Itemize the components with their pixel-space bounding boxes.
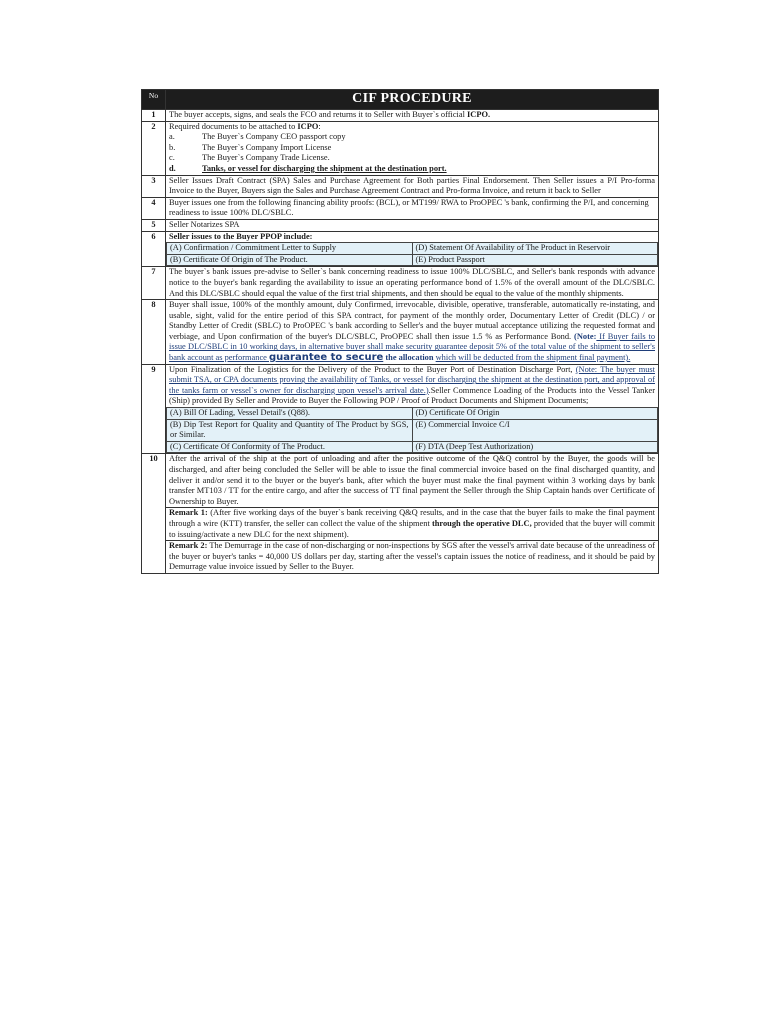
step-text: After the arrival of the ship at the port of unloading and after the positive outcome of the Q&Q control by the Buyer, the goods will be discharged, and after being concluded the Seller will be able to issue the final commercial invoice based on the final discharged quantity, and deliver it and/or send it to the buyer or the buyer's bank, after which the buyer must make the final payment within 3 working days by bank transfer MT103 / TT for the entire cargo, and after the success of TT final payment the Seller through the Ship Captain hands over Certificate of Ownership to Buyer. Remark 1: (After five working days of the buyer`s bank receiving Q&Q results, and in the case that the buyer fails to make the final payment through a wire (KTT) transfer, the seller can collect the value of the shipment through the operative DLC, provided that the buyer will commit to issuing/activate a new DLC for the next shipment). Remark 2: The Demurrage in the case of non-discharging or non-inspections by SGS after the vessel's arrival date because of the unreadiness of the buyer or buyer's tanks = 40,000 US dollars per day, starting after the vessel's captain issues the notice of readiness, and it should be paid by Demurrage value invoice issued by Seller to the Buyer. (166, 454, 659, 574)
step-text: Buyer shall issue, 100% of the monthly amount, duly Confirmed, irrevocable, divisible, operative, transferable, automatically re-instating, and usable, sight, valid for the entire period of this SPA contract, for payment of the monthly order, Documentary Letter of Credit (DLC) / or Standby Letter of Credit (SBLC) to ProOPEC 's bank according to Seller's and the buyer mutual acceptance utilizing the requested format and verbiage, and Upon confirmation of the buyer's DLC/SBLC, ProOPEC shall then issue 1.5 % as Performance Bond. (Note: If Buyer fails to issue DLC/SBLC in 10 working days, in alternative buyer shall make security guarantee deposit 5% of the total value of the shipment to seller's bank account as performance guarantee to secure the allocation which will be deducted from the shipment final payment). (166, 300, 659, 365)
cif-procedure-document (141, 89, 659, 574)
table-row (142, 364, 659, 454)
list-item: a. The Buyer`s Company CEO passport copy (169, 132, 346, 142)
pop-documents-grid (166, 407, 658, 453)
step-number: 7 (142, 267, 166, 300)
step-number: 3 (142, 175, 166, 197)
document-cell: (A) Confirmation / Commitment Letter to Supply (167, 243, 413, 255)
table-row (142, 300, 659, 365)
table-row (142, 175, 659, 197)
document-cell: (E) Product Passport (412, 254, 658, 266)
step-number: 6 (142, 231, 166, 267)
list-item: b. The Buyer`s Company Import License (169, 142, 332, 152)
step-number: 9 (142, 364, 166, 454)
list-item: c. The Buyer`s Company Trade License. (169, 153, 330, 163)
step-text: Required documents to be attached to ICPO: a. The Buyer`s Company CEO passport copy b. The Buyer`s Company Import License c. The Buyer`s Company Trade License. d. Tanks, or vessel for discharging the shipment at the destination port. (166, 121, 659, 175)
remark-1: Remark 1: (After five working days of the buyer`s bank receiving Q&Q results, and in the case that the buyer fails to make the final payment through a wire (KTT) transfer, the seller can collect the value of the shipment through the operative DLC, provided that the buyer will commit to issuing/activate a new DLC for the next shipment). (166, 507, 658, 540)
step-text: The buyer`s bank issues pre-advise to Seller`s bank concerning readiness to issue 100% DLC/SBLC, and Seller's bank responds with advance notice to the buyer's bank regarding the availability to issue an operating performance bond of 1.5% of the overall amount of the DLC/SBLC. And this DLC/SBLC should equal the value of the first trial shipments, and then should be equal to the value of the monthly shipments. (166, 267, 659, 300)
step-number: 8 (142, 300, 166, 365)
step-number: 4 (142, 197, 166, 219)
document-cell: (A) Bill Of Lading, Vessel Detail's (Q88). (167, 408, 413, 420)
step-text: Seller Notarizes SPA (166, 219, 659, 231)
table-row (142, 219, 659, 231)
document-cell: (D) Certificate Of Origin (412, 408, 658, 420)
document-cell: (B) Certificate Of Origin of The Product. (167, 254, 413, 266)
document-cell: (F) DTA (Deep Test Authorization) (412, 441, 658, 453)
document-title: CIF PROCEDURE (166, 90, 659, 110)
step-number: 10 (142, 454, 166, 574)
table-row (142, 267, 659, 300)
step-text: Upon Finalization of the Logistics for the Delivery of the Product to the Buyer Port of Destination Discharge Port, (Note: The buyer must submit TSA, or CPA documents proving the availability of Tanks, or vessel for discharging the shipment at the destination port, and approval of the tanks farm or vessel`s owner for discharging upon vessel's arrival date.).Seller Commence Loading of the Products into the Vessel Tanker (Ship) provided By Seller and Provide to Buyer the Following POP / Proof of Product Documents and Shipment Documents; (A) Bill Of Lading, Vessel Detail's (Q88). (D) Certificate Of Origin (B) Dip Test Report for Quality and Quantity of The Product by SGS, or Similar. (E) Commercial Invoice C/I (C) Certificate Of Conformity of The Product. (F) DTA (Deep Test Authorization) (166, 364, 659, 454)
step-number: 5 (142, 219, 166, 231)
step-text: Seller Issues Draft Contract (SPA) Sales and Purchase Agreement for Both parties Final Endorsement. Then Seller issues a P/I Pro-forma Invoice to the Buyer, Buyers sign the Sales and Purchase Agreement Contract and Pro-forma Invoice, and return it back to Seller (166, 175, 659, 197)
table-row (142, 110, 659, 122)
table-row (142, 454, 659, 574)
list-item: d. Tanks, or vessel for discharging the shipment at the destination port. (169, 163, 447, 173)
table-row (142, 231, 659, 267)
table-header (142, 90, 659, 110)
ppop-heading: Seller issues to the Buyer PPOP include: (169, 231, 313, 241)
table-row (142, 197, 659, 219)
procedure-table (141, 89, 659, 574)
table-row (142, 121, 659, 175)
step-text (166, 231, 659, 267)
no-column-header: No (142, 90, 166, 110)
document-cell: (E) Commercial Invoice C/I (412, 419, 658, 441)
document-cell: (D) Statement Of Availability of The Product in Reservoir (412, 243, 658, 255)
remark-2: Remark 2: The Demurrage in the case of non-discharging or non-inspections by SGS after the vessel's arrival date because of the unreadiness of the buyer or buyer's tanks = 40,000 US dollars per day, starting after the vessel's captain issues the notice of readiness, and it should be paid by Demurrage value invoice issued by Seller to the Buyer. (166, 540, 658, 573)
security-note: (Note: If Buyer fails to issue DLC/SBLC in 10 working days, in alternative buyer shall make security guarantee deposit 5% of the total value of the shipment to seller's bank account as performance guarantee to secure the allocation which will be deducted from the shipment final payment). (169, 331, 656, 364)
document-cell: (C) Certificate Of Conformity of The Product. (167, 441, 413, 453)
step-number: 1 (142, 110, 166, 122)
ppop-documents-grid (166, 242, 658, 266)
step-text: Buyer issues one from the following financing ability proofs: (BCL), or MT199/ RWA to ProOPEC 's bank, confirming the P/I, and concerning readiness to issue 100% DLC/SBLC. (166, 197, 659, 219)
step-number: 2 (142, 121, 166, 175)
document-cell: (B) Dip Test Report for Quality and Quantity of The Product by SGS, or Similar. (167, 419, 413, 441)
logistics-note: (Note: The buyer must submit TSA, or CPA documents proving the availability of Tanks, or vessel for discharging the shipment at the destination port, and approval of the tanks farm or vessel`s owner for discharging upon vessel's arrival date.) (169, 364, 655, 395)
step-text: The buyer accepts, signs, and seals the FCO and returns it to Seller with Buyer`s official ICPO. (166, 110, 659, 122)
